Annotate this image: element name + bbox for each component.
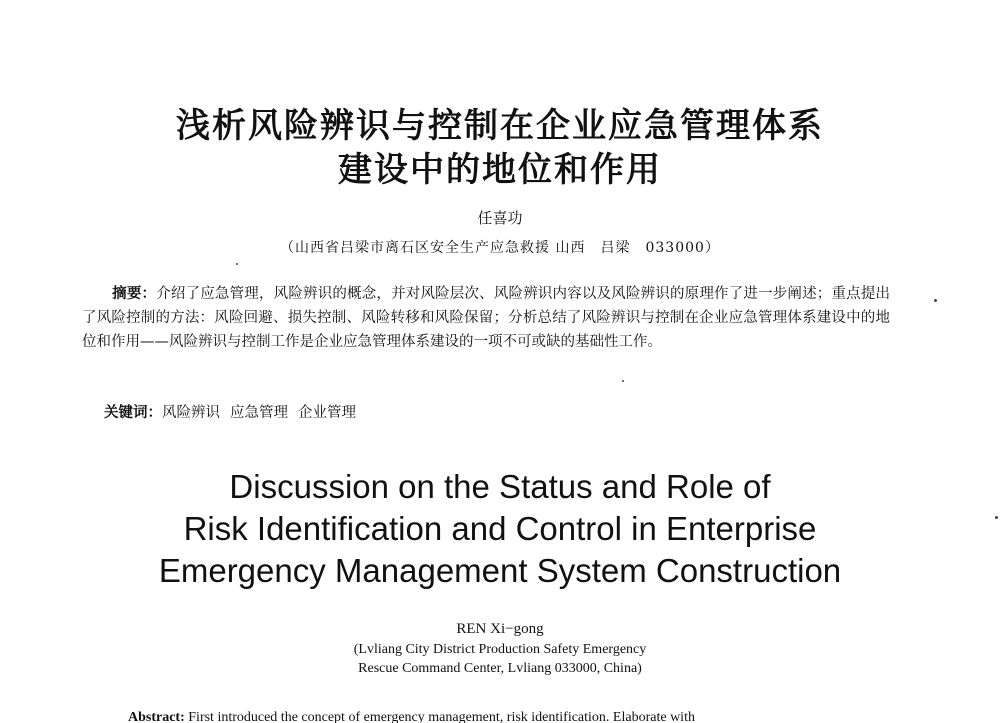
english-title-line-3: Emergency Management System Construction	[158, 552, 842, 589]
english-abstract-label: Abstract:	[128, 710, 185, 723]
scan-speck	[622, 380, 624, 382]
keyword: 应急管理	[230, 405, 288, 421]
keyword: 风险辨识	[162, 405, 220, 421]
english-affiliation-line-1: (Lvliang City District Production Safety Emergency	[353, 642, 647, 657]
chinese-affiliation: （山西省吕梁市离石区安全生产应急救援 山西 吕梁 033000）	[280, 240, 720, 256]
chinese-abstract-text: 介绍了应急管理，风险辨识的概念，并对风险层次、风险辨识内容以及风险辨识的原理作了进一步阐述；重点提出了风险控制的方法：风险回避、损失控制、风险转移和风险保留；分析总结了风险辨识与控制在企业应急管理体系建设中的地位和作用——风险辨识与控制工作是企业应急管理体系建设的一项不可或缺的基础性工作。	[82, 286, 890, 350]
chinese-author: 任喜功	[477, 209, 523, 227]
scan-speck	[236, 263, 238, 265]
scan-speck	[995, 516, 998, 519]
scan-speck	[934, 299, 937, 302]
chinese-title-line-1: 浅析风险辨识与控制在企业应急管理体系	[176, 106, 824, 146]
chinese-keywords	[104, 401, 366, 425]
english-title-line-2: Risk Identification and Control in Enterprise	[183, 510, 817, 547]
english-abstract	[128, 708, 908, 723]
english-author: REN Xi−gong	[456, 621, 544, 637]
english-title-line-1: Discussion on the Status and Role of	[229, 468, 771, 505]
chinese-keywords-label: 关键词：	[104, 405, 162, 421]
chinese-abstract	[82, 282, 890, 354]
keyword: 企业管理	[298, 405, 356, 421]
english-affiliation-line-2: Rescue Command Center, Lvliang 033000, China)	[358, 661, 642, 676]
english-abstract-text: First introduced the concept of emergency management, risk identification. Elaborate with	[188, 710, 695, 723]
chinese-abstract-label: 摘要：	[112, 286, 157, 302]
chinese-title-line-2: 建设中的地位和作用	[338, 150, 662, 190]
